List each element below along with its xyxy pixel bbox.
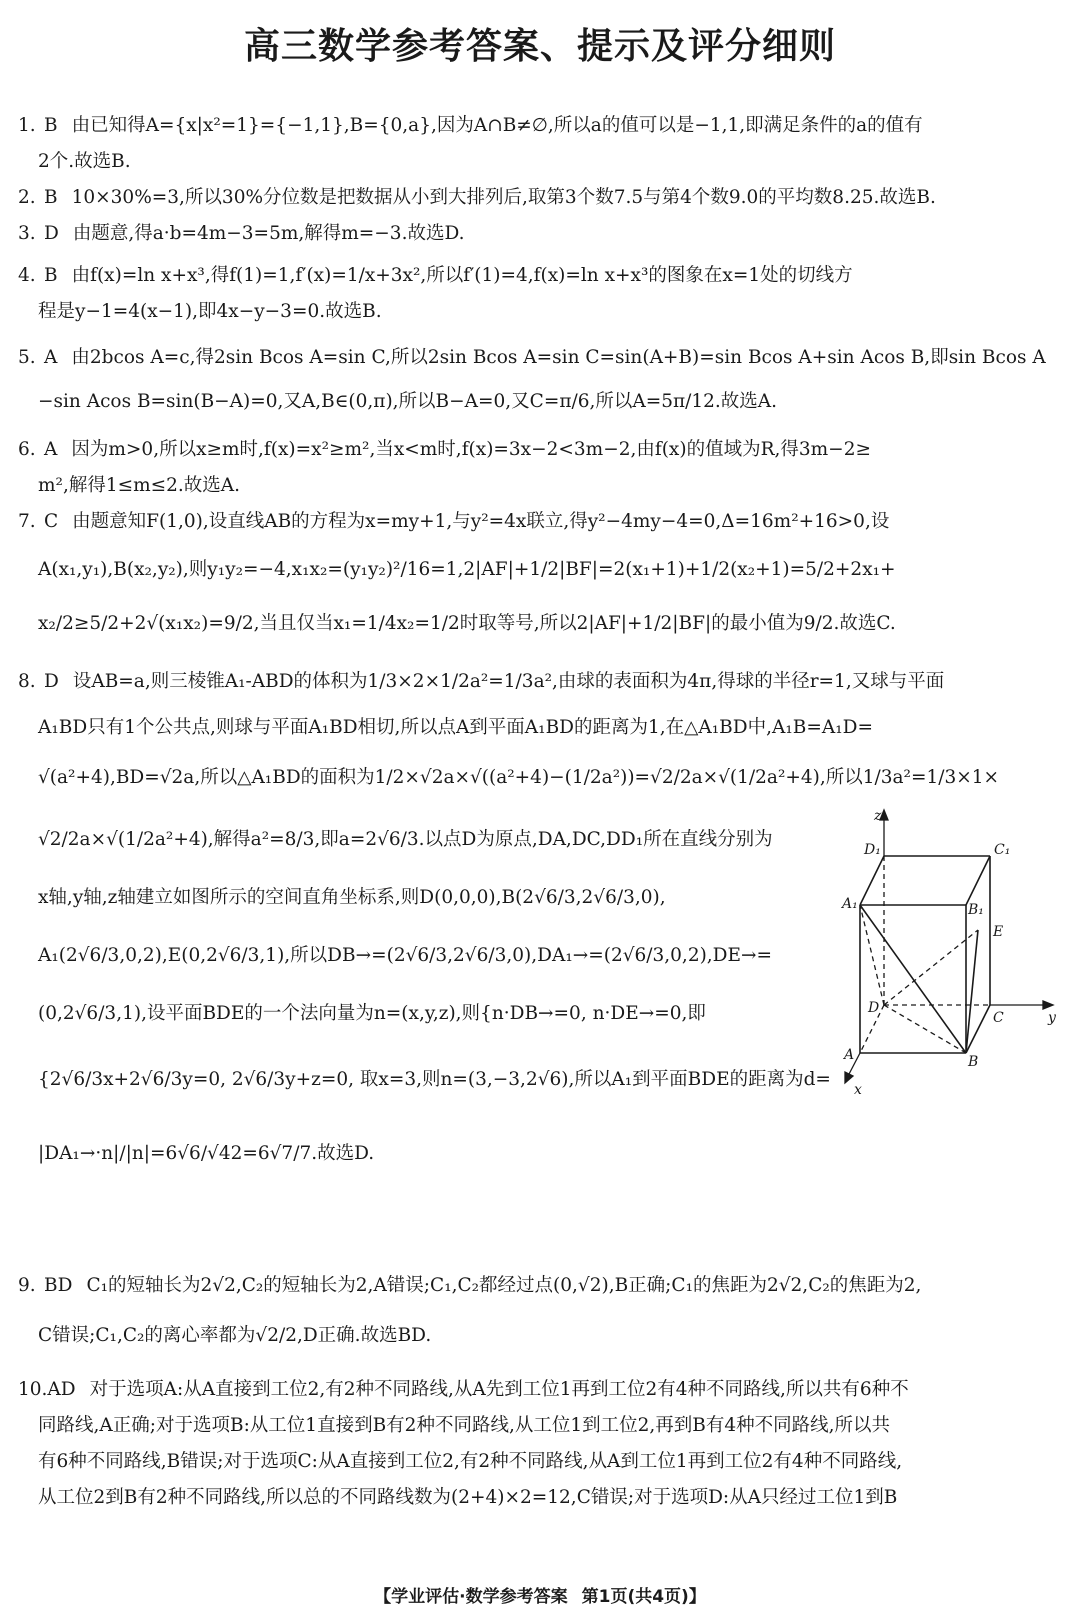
item-number: 7. (18, 511, 36, 532)
label-c: C (993, 1010, 1004, 1026)
item-text: 同路线,A正确;对于选项B:从工位1直接到B有2种不同路线,从工位1到工位2,再到B有4种不同路线,所以共 (38, 1415, 890, 1436)
item-text: 从工位2到B有2种不同路线,所以总的不同路线数为(2+4)×2=12,C错误;对于选项D:从A只经过工位1到B (38, 1487, 898, 1508)
item-text: 因为m>0,所以x≥m时,f(x)=x²≥m²,当x<m时,f(x)=3x−2<3m−2,由f(x)的值域为R,得3m−2≥ (71, 439, 871, 460)
answer-item-5 (18, 340, 1062, 420)
item-text: 对于选项A:从A直接到工位2,有2种不同路线,从A先到工位1再到工位2有4种不同路线,所以共有6种不 (89, 1379, 909, 1400)
label-d1: D₁ (864, 842, 881, 858)
answer-item-6 (18, 432, 1062, 504)
item-text: A₁BD只有1个公共点,则球与平面A₁BD相切,所以点A到平面A₁BD的距离为1,在△A₁BD中,A₁B=A₁D= (38, 717, 873, 738)
edge-b-e (966, 930, 978, 1053)
page-title: 高三数学参考答案、提示及评分细则 (243, 26, 836, 67)
item-text: 有6种不同路线,B错误;对于选项C:从A直接到工位2,有2种不同路线,从A到工位1再到工位2有4种不同路线, (38, 1451, 903, 1472)
item-answer: A (44, 439, 58, 460)
item-text: {2√6/3x+2√6/3y=0, 2√6/3y+z=0, 取x=3,则n=(3,−3,2√6),所以A₁到平面BDE的距离为d= (38, 1069, 831, 1090)
page-footer (0, 1582, 1080, 1607)
item-text: −sin Acos B=sin(B−A)=0,又A,B∈(0,π),所以B−A=0,又C=π/6,所以A=5π/12.故选A. (38, 391, 778, 412)
item-answer: BD (44, 1275, 73, 1296)
edge-a1-b (860, 905, 966, 1053)
footer-page-number: 第1页(共4页)】 (581, 1587, 706, 1607)
item-text: x轴,y轴,z轴建立如图所示的空间直角坐标系,则D(0,0,0),B(2√6/3,2√6/3,0), (38, 887, 666, 908)
hidden-edge-d-e (884, 930, 978, 1005)
answer-item-3 (18, 216, 1062, 252)
item-answer: B (44, 265, 58, 286)
item-text: A₁(2√6/3,0,2),E(0,2√6/3,1),所以DB→=(2√6/3,2√6/3,0),DA₁→=(2√6/3,0,2),DE→= (38, 945, 773, 966)
answer-item-2 (18, 180, 1062, 216)
item-text: C₁的短轴长为2√2,C₂的短轴长为2,A错误;C₁,C₂都经过点(0,√2),B正确;C₁的焦距为2√2,C₂的焦距为2, (86, 1275, 922, 1296)
item-number: 5. (18, 347, 36, 368)
label-x: x (854, 1082, 862, 1098)
item-text: m²,解得1≤m≤2.故选A. (38, 475, 241, 496)
label-e: E (993, 924, 1004, 940)
prism-diagram (842, 800, 1060, 1100)
answer-item-8-continued (18, 822, 840, 1172)
label-z: z (874, 808, 882, 824)
item-text: 由f(x)=ln x+x³,得f(1)=1,f′(x)=1/x+3x²,所以f′(1)=4,f(x)=ln x+x³的图象在x=1处的切线方 (71, 265, 853, 286)
answer-item-10 (18, 1372, 1062, 1516)
item-number: 2. (18, 187, 36, 208)
label-c1: C₁ (994, 842, 1011, 858)
item-text: A(x₁,y₁),B(x₂,y₂),则y₁y₂=−4,x₁x₂=(y₁y₂)²/16=1,2|AF|+1/2|BF|=2(x₁+1)+1/2(x₂+1)=5/2+2x₁+ (38, 559, 896, 580)
item-text: 2个.故选B. (38, 151, 131, 172)
item-number: 8. (18, 671, 36, 692)
item-answer: D (44, 671, 59, 692)
item-answer: C (44, 511, 59, 532)
item-text: 程是y−1=4(x−1),即4x−y−3=0.故选B. (38, 301, 382, 322)
prism-figure (842, 800, 1060, 1100)
item-number: 6. (18, 439, 36, 460)
item-text: 设AB=a,则三棱锥A₁-ABD的体积为1/3×2×1/2a²=1/3a²,由球的表面积为4π,得球的半径r=1,又球与平面 (72, 671, 945, 692)
edge-d1-a1 (860, 856, 884, 905)
answer-item-1 (18, 108, 1062, 180)
item-number: 10. (18, 1379, 48, 1400)
item-answer: D (44, 223, 59, 244)
item-text: C错误;C₁,C₂的离心率都为√2/2,D正确.故选BD. (38, 1325, 432, 1346)
item-text: (0,2√6/3,1),设平面BDE的一个法向量为n=(x,y,z),则{n·DB→=0, n·DE→=0,即 (38, 1003, 706, 1024)
y-axis-arrow (1043, 1001, 1053, 1009)
edge-c1-b1 (966, 856, 990, 905)
label-a: A (844, 1047, 855, 1063)
hidden-edge-d-a1 (860, 905, 884, 1005)
x-axis-arrow (845, 1072, 853, 1083)
item-text: √2/2a×√(1/2a²+4),解得a²=8/3,即a=2√6/3.以点D为原点,DA,DC,DD₁所在直线分别为 (38, 829, 773, 850)
item-answer: A (44, 347, 58, 368)
item-text: 由已知得A={x|x²=1}={−1,1},B={0,a},因为A∩B≠∅,所以a的值可以是−1,1,即满足条件的a的值有 (71, 115, 923, 136)
answer-item-4 (18, 258, 1062, 330)
item-answer: AD (47, 1379, 76, 1400)
item-text: 10×30%=3,所以30%分位数是把数据从小到大排列后,取第3个数7.5与第4个数9.0的平均数8.25.故选B. (71, 187, 936, 208)
label-b: B (968, 1054, 979, 1070)
item-number: 3. (18, 223, 36, 244)
item-answer: B (44, 187, 58, 208)
item-number: 9. (18, 1275, 36, 1296)
label-a1: A₁ (842, 896, 858, 912)
item-number: 4. (18, 265, 36, 286)
label-y: y (1048, 1010, 1056, 1026)
item-answer: B (44, 115, 58, 136)
answer-item-9 (18, 1268, 1062, 1354)
footer-source: 【学业评估·数学参考答案 (374, 1587, 568, 1607)
hidden-edge-d-b (884, 1005, 966, 1053)
item-text: 由题意知F(1,0),设直线AB的方程为x=my+1,与y²=4x联立,得y²−4my−4=0,Δ=16m²+16>0,设 (72, 511, 890, 532)
item-text: |DA₁→·n|/|n|=6√6/√42=6√7/7.故选D. (38, 1143, 375, 1164)
answer-item-7 (18, 504, 1062, 642)
label-d: D (868, 1000, 880, 1016)
item-text: x₂/2≥5/2+2√(x₁x₂)=9/2,当且仅当x₁=1/4x₂=1/2时取等号,所以2|AF|+1/2|BF|的最小值为9/2.故选C. (38, 613, 896, 634)
item-text: √(a²+4),BD=√2a,所以△A₁BD的面积为1/2×√2a×√((a²+4)−(1/2a²))=√2/2a×√(1/2a²+4),所以1/3a²=1/3×1× (38, 767, 999, 788)
answer-item-8 (18, 664, 1062, 796)
item-text: 由2bcos A=c,得2sin Bcos A=sin C,所以2sin Bcos A=sin C=sin(A+B)=sin Bcos A+sin Acos B,即sin Bcos A (71, 347, 1046, 368)
item-number: 1. (18, 115, 36, 136)
item-text: 由题意,得a·b=4m−3=5m,解得m=−3.故选D. (72, 223, 465, 244)
label-b1: B₁ (968, 902, 984, 918)
